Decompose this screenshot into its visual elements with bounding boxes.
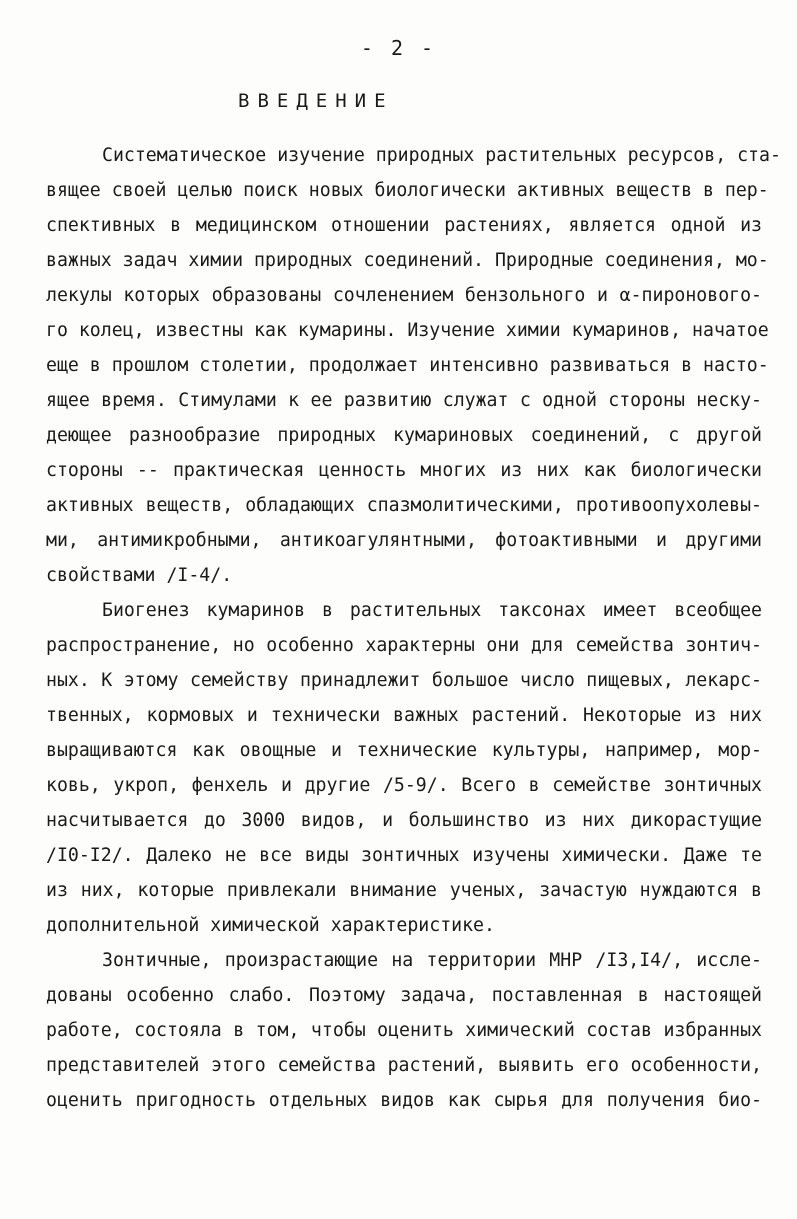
text-line: свойствами /I-4/. bbox=[46, 565, 233, 586]
page-number: - 2 - bbox=[360, 36, 437, 60]
text-line: ных. К этому семейству принадлежит большое число пищевых, лекарс- bbox=[46, 670, 762, 691]
text-line: из них, которые привлекали внимание ученых, зачастую нуждаются в bbox=[46, 880, 762, 901]
text-line: деющее разнообразие природных кумариновых соединений, с другой bbox=[46, 425, 762, 446]
text-line: Систематическое изучение природных растительных ресурсов, ста- bbox=[102, 145, 781, 166]
text-line: го колец, известны как кумарины. Изучение химии кумаринов, начатое bbox=[46, 320, 769, 341]
text-line: Зонтичные, произрастающие на территории МНР /I3,I4/, иссле- bbox=[102, 950, 762, 971]
text-line: стороны -- практическая ценность многих из них как биологически bbox=[46, 460, 762, 481]
paragraph bbox=[46, 943, 762, 1118]
text-line: лекулы которых образованы сочленением бензольного и α-пиронового- bbox=[46, 285, 762, 306]
paragraph bbox=[46, 138, 781, 593]
text-line: вящее своей целью поиск новых биологически активных веществ в пер- bbox=[46, 180, 769, 201]
text-line: оценить пригодность отдельных видов как сырья для получения био- bbox=[46, 1090, 762, 1111]
text-line: дополнительной химической характеристике. bbox=[46, 915, 495, 936]
text-line: представителей этого семейства растений, выявить его особенности, bbox=[46, 1055, 762, 1076]
text-line: спективных в медицинском отношении растениях, является одной из bbox=[46, 215, 762, 236]
text-line: выращиваются как овощные и технические культуры, например, мор- bbox=[46, 740, 762, 761]
text-line: ми, антимикробными, антикоагулянтными, фотоактивными и другими bbox=[46, 530, 762, 551]
text-line: Биогенез кумаринов в растительных таксонах имеет всеобщее bbox=[102, 600, 762, 621]
text-line: дованы особенно слабо. Поэтому задача, поставленная в настоящей bbox=[46, 985, 762, 1006]
section-heading: ВВЕДЕНИЕ bbox=[238, 90, 394, 112]
text-line: активных веществ, обладающих спазмолитическими, противоопухолевы- bbox=[46, 495, 762, 516]
text-line: работе, состояла в том, чтобы оценить химический состав избранных bbox=[46, 1020, 762, 1041]
text-line: распространение, но особенно характерны они для семейства зонтич- bbox=[46, 635, 762, 656]
body-text bbox=[46, 138, 781, 1118]
paragraph bbox=[46, 593, 762, 943]
text-line: ковь, укроп, фенхель и другие /5-9/. Всего в семействе зонтичных bbox=[46, 775, 762, 796]
text-line: важных задач химии природных соединений. Природные соединения, мо- bbox=[46, 250, 769, 271]
text-line: твенных, кормовых и технически важных растений. Некоторые из них bbox=[46, 705, 762, 726]
text-line: насчитывается до 3000 видов, и большинство из них дикорастущие bbox=[46, 810, 762, 831]
text-line: /I0-I2/. Далеко не все виды зонтичных изучены химически. Даже те bbox=[46, 845, 762, 866]
text-line: еще в прошлом столетии, продолжает интенсивно развиваться в насто- bbox=[46, 355, 769, 376]
text-line: ящее время. Стимулами к ее развитию служат с одной стороны неску- bbox=[46, 390, 762, 411]
